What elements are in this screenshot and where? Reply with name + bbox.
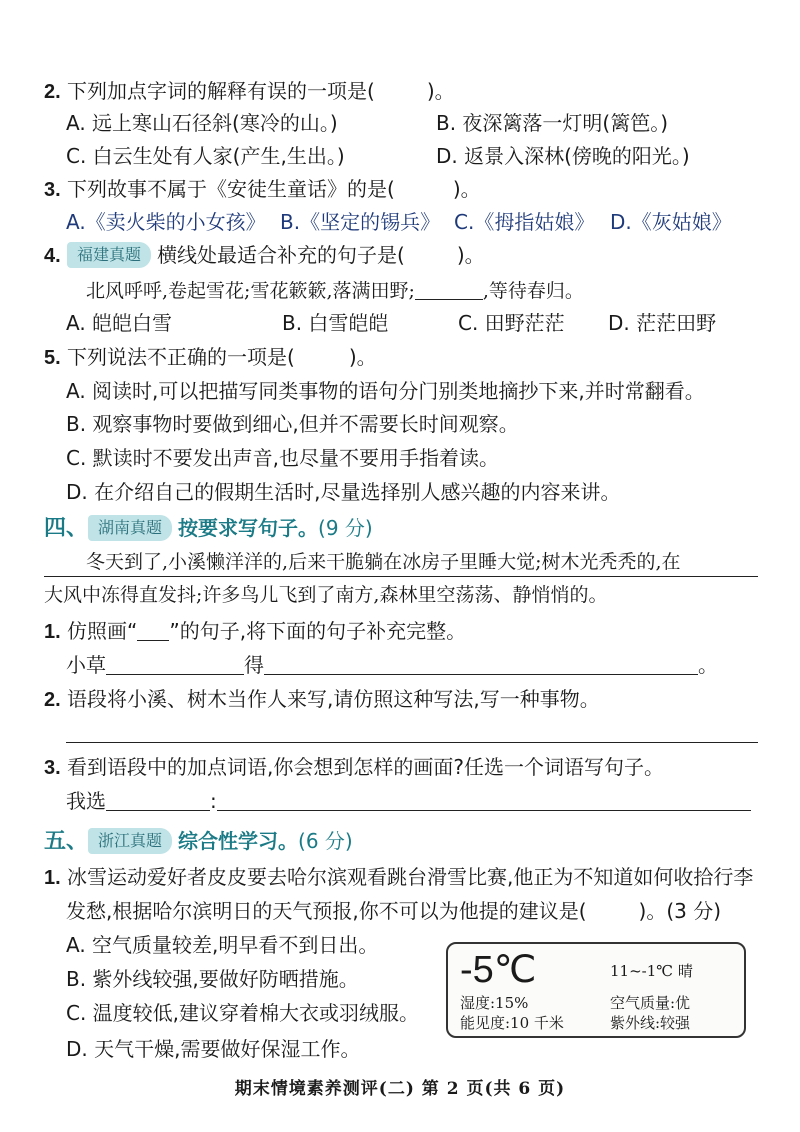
q3-option-b: B.《坚定的锡兵》 <box>280 210 441 234</box>
temperature-value: -5℃ <box>460 949 537 991</box>
q5-option-d: D. 在介绍自己的假期生活时,尽量选择别人感兴趣的内容来讲。 <box>66 480 621 504</box>
s4-q1-fill: 小草 得 。 <box>66 653 718 677</box>
s4-q3-fill: 我选 : <box>66 786 751 816</box>
q3-stem: 3. 下列故事不属于《安徒生童话》的是( )。 <box>44 177 481 201</box>
region-tag: 福建真题 <box>67 242 151 268</box>
s4-q1-blank-2[interactable] <box>264 652 698 675</box>
q4-option-c: C. 田野茫茫 <box>458 311 565 335</box>
q4-option-a: A. 皑皑白雪 <box>66 311 173 335</box>
section-4-passage-line-1: 冬天到了,小溪懒洋洋的,后来干脆躺在冰房子里睡大觉;树木光秃秃的,在 <box>86 551 681 573</box>
q5-option-a: A. 阅读时,可以把描写同类事物的语句分门别类地摘抄下来,并时常翻看。 <box>66 379 705 403</box>
q5-option-c: C. 默读时不要发出声音,也尽量不要用手指着读。 <box>66 446 500 470</box>
humidity: 湿度:15% <box>460 994 529 1012</box>
s5-option-d: D. 天气干燥,需要做好保湿工作。 <box>66 1037 361 1061</box>
q3-option-d: D.《灰姑娘》 <box>610 210 732 234</box>
section-title: 按要求写句子。 <box>178 516 319 540</box>
section-4-passage-line-2: 大风中冻得直发抖;许多鸟儿飞到了南方,森林里空荡荡、静悄悄的。 <box>44 584 608 606</box>
region-tag: 浙江真题 <box>88 828 172 854</box>
air-quality: 空气质量:优 <box>610 994 691 1012</box>
q4-stem: 4. 福建真题 横线处最适合补充的句子是( )。 <box>44 243 485 267</box>
s5-q1-line-1: 1. 冰雪运动爱好者皮皮要去哈尔滨观看跳台滑雪比赛,他正为不知道如何收拾行李 <box>44 865 754 889</box>
section-5-header: 五、 浙江真题 综合性学习。(6 分) <box>44 829 353 854</box>
s4-q2-answer-line[interactable] <box>66 742 758 743</box>
s5-q1-line-2: 发愁,根据哈尔滨明日的天气预报,你不可以为他提的建议是( )。(3 分) <box>66 899 722 923</box>
temperature-range: 11~-1℃ 晴 <box>610 962 693 980</box>
passage-underline <box>44 576 758 577</box>
visibility: 能见度:10 千米 <box>460 1014 564 1032</box>
uv-index: 紫外线:较强 <box>610 1014 691 1032</box>
q2-option-c: C. 白云生处有人家(产生,生出。) <box>66 144 345 168</box>
s4-q1-blank-1[interactable] <box>106 652 244 675</box>
s5-option-a: A. 空气质量较差,明早看不到日出。 <box>66 933 379 957</box>
s4-q3-stem: 3. 看到语段中的加点词语,你会想到怎样的画面?任选一个词语写句子。 <box>44 755 665 779</box>
weather-forecast-card <box>446 942 746 1038</box>
underline-sample <box>137 618 169 641</box>
q2-option-d: D. 返景入深林(傍晚的阳光。) <box>436 144 690 168</box>
s4-q1-stem: 1. 仿照画“ ”的句子,将下面的句子补充完整。 <box>44 619 467 643</box>
q4-option-b: B. 白雪皑皑 <box>282 311 389 335</box>
q2-option-b: B. 夜深篱落一灯明(篱笆。) <box>436 111 669 135</box>
s4-q2-stem: 2. 语段将小溪、树木当作人来写,请仿照这种写法,写一种事物。 <box>44 687 600 711</box>
s5-option-c: C. 温度较低,建议穿着棉大衣或羽绒服。 <box>66 1001 420 1025</box>
q2-option-a: A. 远上寒山石径斜(寒冷的山。) <box>66 111 338 135</box>
q3-option-a: A.《卖火柴的小女孩》 <box>66 210 266 234</box>
page-footer: 期末情境素养测评(二) 第 2 页(共 6 页) <box>234 1079 566 1099</box>
section-4-header: 四、 湖南真题 按要求写句子。(9 分) <box>44 516 373 541</box>
s4-q3-blank-1[interactable] <box>106 788 210 811</box>
q4-passage: 北风呼呼,卷起雪花;雪花簌簌,落满田野; ,等待春归。 <box>86 276 584 306</box>
q2-stem: 2. 下列加点字词的解释有误的一项是( )。 <box>44 79 455 103</box>
region-tag: 湖南真题 <box>88 515 172 541</box>
q5-stem: 5. 下列说法不正确的一项是( )。 <box>44 345 377 369</box>
q4-passage-blank[interactable] <box>415 277 483 300</box>
section-title: 综合性学习。 <box>178 829 299 853</box>
q4-option-d: D. 茫茫田野 <box>608 311 717 335</box>
s4-q3-blank-2[interactable] <box>217 788 751 811</box>
q3-option-c: C.《拇指姑娘》 <box>454 210 595 234</box>
s5-option-b: B. 紫外线较强,要做好防晒措施。 <box>66 967 359 991</box>
q5-option-b: B. 观察事物时要做到细心,但并不需要长时间观察。 <box>66 412 519 436</box>
